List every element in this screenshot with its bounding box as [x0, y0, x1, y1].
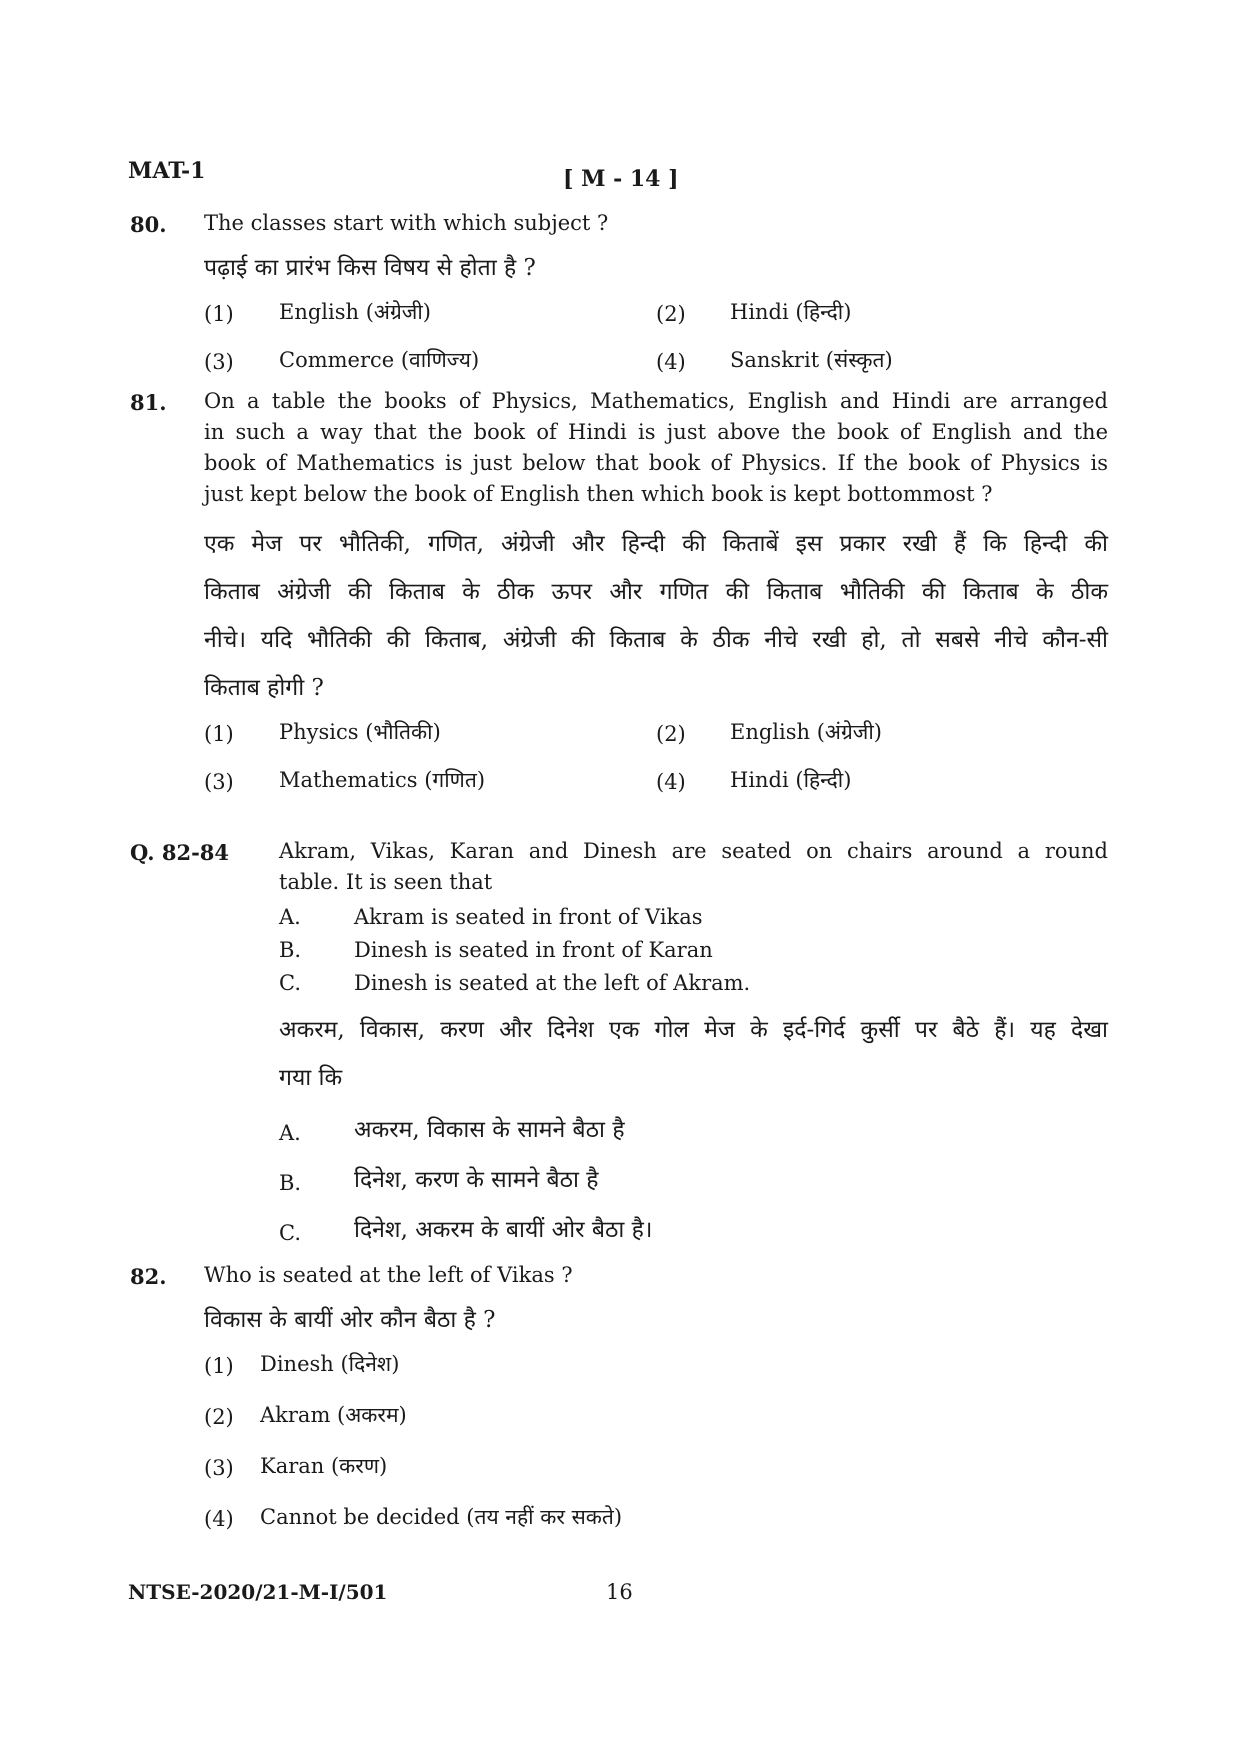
text-line: in such a way that the book of Hindi is just above the book of English and the: [204, 420, 1108, 444]
option-number: (1): [204, 722, 234, 746]
option-number: (2): [656, 302, 686, 326]
option-number: (3): [204, 1456, 234, 1480]
option-number: (1): [204, 1354, 234, 1378]
condition-text: Dinesh is seated in front of Karan: [354, 938, 713, 962]
text-line: एक मेज पर भौतिकी, गणित, अंग्रेजी और हिन्दी की किताबें इस प्रकार रखी हैं कि हिन्दी की: [204, 531, 1108, 557]
option-number: (4): [204, 1507, 234, 1531]
condition-label: A.: [279, 1121, 301, 1145]
page-number: 16: [606, 1580, 633, 1604]
option-number: (2): [204, 1405, 234, 1429]
footer-code: NTSE-2020/21-M-I/501: [128, 1580, 388, 1604]
option-text: Karan (करण): [260, 1454, 388, 1478]
question-text-hi: [204, 520, 1108, 712]
question-number: Q. 82-84: [130, 840, 230, 865]
text-line: गया कि: [279, 1065, 343, 1091]
option-text: Physics (भौतिकी): [279, 720, 441, 744]
condition-text: अकरम, विकास के सामने बैठा है: [354, 1117, 625, 1143]
option-text: English (अंग्रेजी): [279, 300, 432, 324]
text-line: just kept below the book of English then which book is kept bottommost ?: [204, 482, 993, 506]
option-number: (4): [656, 350, 686, 374]
text-line: book of Mathematics is just below that book of Physics. If the book of Physics is: [204, 451, 1108, 475]
text-line: किताब होगी ?: [204, 675, 324, 701]
option-text: Hindi (हिन्दी): [730, 768, 852, 792]
text-line: table. It is seen that: [279, 870, 493, 894]
option-text: Akram (अकरम): [260, 1403, 407, 1427]
condition-text: Dinesh is seated at the left of Akram.: [354, 971, 751, 995]
text-line: अकरम, विकास, करण और दिनेश एक गोल मेज के इर्द-गिर्द कुर्सी पर बैठे हैं। यह देखा: [279, 1017, 1108, 1043]
passage-text-hi: [279, 1006, 1108, 1102]
page-marker: [ M - 14 ]: [563, 166, 679, 192]
text-line: नीचे। यदि भौतिकी की किताब, अंग्रेजी की किताब के ठीक नीचे रखी हो, तो सबसे नीचे कौन-सी: [204, 627, 1108, 653]
text-line: On a table the books of Physics, Mathematics, English and Hindi are arranged: [204, 389, 1108, 413]
condition-label: B.: [279, 1171, 302, 1195]
question-number: 82.: [130, 1264, 167, 1289]
condition-label: C.: [279, 971, 301, 995]
option-number: (4): [656, 770, 686, 794]
condition-text: दिनेश, करण के सामने बैठा है: [354, 1167, 599, 1193]
condition-label: B.: [279, 938, 302, 962]
option-text: Cannot be decided (तय नहीं कर सकते): [260, 1505, 623, 1529]
option-number: (2): [656, 722, 686, 746]
condition-text: Akram is seated in front of Vikas: [354, 905, 703, 929]
condition-label: C.: [279, 1221, 301, 1245]
option-text: Commerce (वाणिज्य): [279, 348, 480, 372]
question-text-en: Who is seated at the left of Vikas ?: [204, 1263, 573, 1287]
paper-code: MAT-1: [128, 158, 206, 184]
option-text: English (अंग्रेजी): [730, 720, 883, 744]
passage-text-en: [279, 836, 1108, 898]
condition-text: दिनेश, अकरम के बायीं ओर बैठा है।: [354, 1217, 653, 1243]
option-text: Dinesh (दिनेश): [260, 1352, 400, 1376]
option-text: Sanskrit (संस्कृत): [730, 348, 893, 372]
option-text: Mathematics (गणित): [279, 768, 486, 792]
question-text-hi: विकास के बायीं ओर कौन बैठा है ?: [204, 1307, 496, 1333]
question-text-en: [204, 386, 1108, 510]
text-line: किताब अंग्रेजी की किताब के ठीक ऊपर और गणित की किताब भौतिकी की किताब के ठीक: [204, 579, 1108, 605]
option-number: (3): [204, 770, 234, 794]
option-number: (3): [204, 350, 234, 374]
question-text-en: The classes start with which subject ?: [204, 211, 609, 235]
option-text: Hindi (हिन्दी): [730, 300, 852, 324]
condition-label: A.: [279, 905, 301, 929]
text-line: Akram, Vikas, Karan and Dinesh are seated on chairs around a round: [279, 839, 1108, 863]
option-number: (1): [204, 302, 234, 326]
question-number: 80.: [130, 212, 167, 237]
question-number: 81.: [130, 390, 167, 415]
question-text-hi: पढ़ाई का प्रारंभ किस विषय से होता है ?: [204, 255, 536, 281]
